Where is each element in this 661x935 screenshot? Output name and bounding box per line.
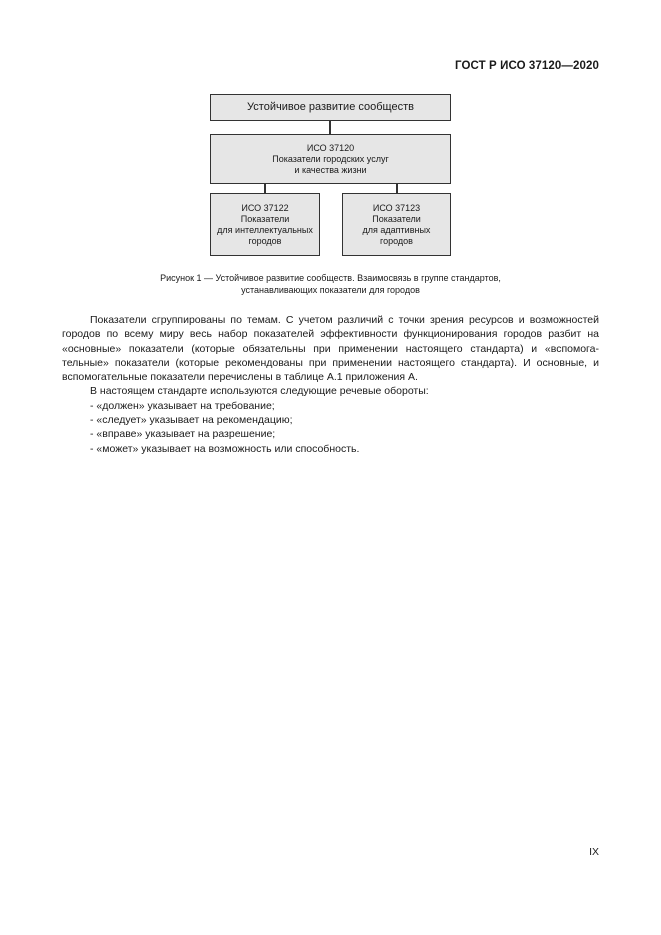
document-header-code: ГОСТ Р ИСО 37120—2020 xyxy=(454,60,599,72)
connector-line xyxy=(329,121,331,134)
caption-line: Рисунок 1 — Устойчивое развитие сообществ. Взаимосвязь в группе стандартов, xyxy=(160,273,501,283)
box-line: Показатели xyxy=(240,213,290,224)
diagram-box-iso-37120 xyxy=(210,134,451,184)
figure-caption xyxy=(100,272,561,296)
box-code: ИСО 37122 xyxy=(241,202,289,213)
box-line: Показатели xyxy=(372,213,421,224)
box-code: ИСО 37123 xyxy=(372,202,421,213)
box-label: Устойчивое развитие сообществ xyxy=(247,101,414,113)
paragraph: Показатели сгруппированы по темам. С учетом различий с точки зрения ресурсов и возможностей городов по всему миру весь набор показателей эффективности функционирования городов разбит на «основные» показатели (которые обязательны при применении настоящего стандарта) и «вспомога-тельные» показатели (которые рекомендованы при применении настоящего стандарта). И основные, и вспомогательные показатели перечислены в таблице А.1 приложения А. xyxy=(62,314,599,384)
box-line: для интеллектуальных xyxy=(217,224,313,235)
list-item: - «следует» указывает на рекомендацию; xyxy=(90,414,293,427)
page-number: IX xyxy=(589,846,599,858)
paragraph: В настоящем стандарте используются следующие речевые обороты: xyxy=(90,385,429,398)
list-item: - «должен» указывает на требование; xyxy=(90,399,275,412)
connector-line xyxy=(396,184,398,193)
connector-line xyxy=(264,184,266,193)
caption-line: устанавливающих показатели для городов xyxy=(241,285,420,295)
list-item: - «вправе» указывает на разрешение; xyxy=(90,428,276,441)
box-line: и качества жизни xyxy=(294,164,367,175)
list-item: - «может» указывает на возможность или способность. xyxy=(90,442,360,455)
diagram-box-sustainable-development xyxy=(210,94,451,121)
standards-relationship-diagram xyxy=(0,0,661,300)
box-line: для адаптивных xyxy=(362,224,431,235)
box-line: городов xyxy=(380,235,413,246)
box-line: городов xyxy=(248,235,282,246)
diagram-box-iso-37123 xyxy=(342,193,451,256)
diagram-box-iso-37122 xyxy=(210,193,320,256)
speech-forms-list xyxy=(62,399,599,456)
box-code: ИСО 37120 xyxy=(306,142,355,153)
body-text xyxy=(62,313,599,456)
box-line: Показатели городских услуг xyxy=(272,153,389,164)
